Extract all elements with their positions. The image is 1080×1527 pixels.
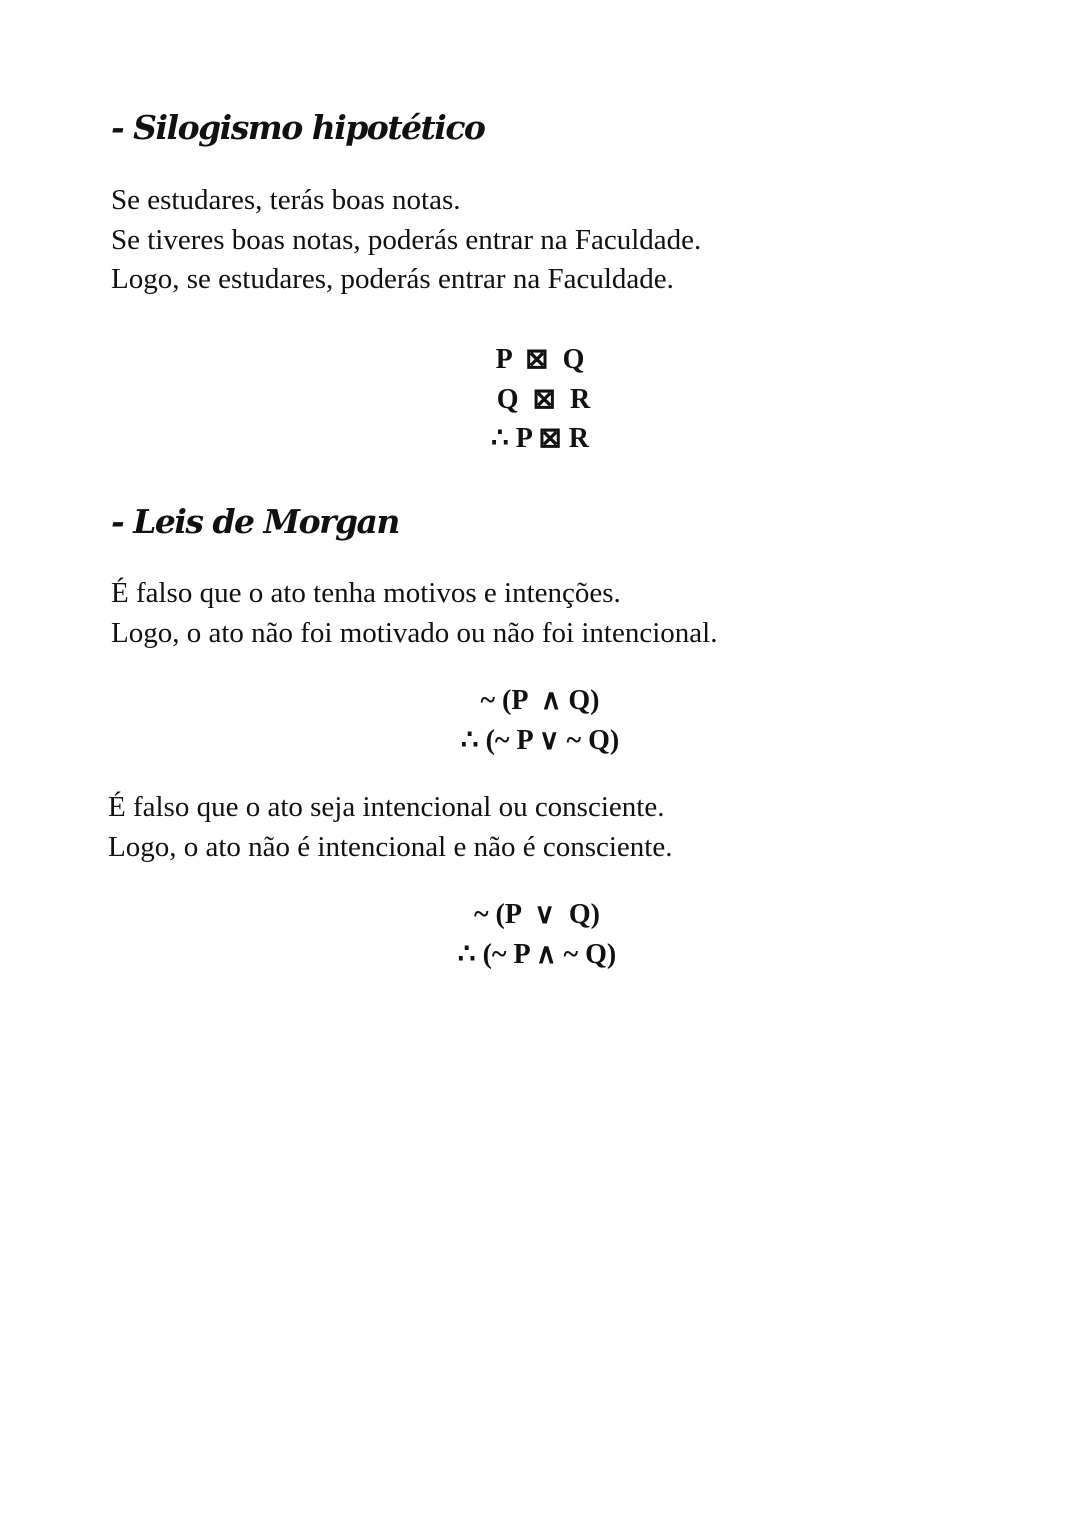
heading-leis-de-morgan: - Leis de Morgan <box>111 502 399 541</box>
text-line: Logo, se estudares, poderás entrar na Faculdade. <box>111 263 674 295</box>
formula-line: ~ (P ∨ Q) <box>473 899 601 930</box>
formula-line: P ⊠ Q <box>495 344 585 375</box>
formula-line: Q ⊠ R <box>489 383 591 415</box>
paragraph-morgan-2 <box>108 788 672 867</box>
text-line: Se tiveres boas notas, poderás entrar na Faculdade. <box>111 223 702 256</box>
formula-line: ∴ P ⊠ R <box>490 423 590 454</box>
text-line: É falso que o ato tenha motivos e intenções. <box>111 577 621 609</box>
formula-silogismo <box>0 340 1080 459</box>
text-line: É falso que o ato seja intencional ou consciente. <box>108 791 665 823</box>
paragraph-morgan-1 <box>111 574 717 653</box>
text-line: Se estudares, terás boas notas. <box>111 184 461 216</box>
text-line: Logo, o ato não é intencional e não é consciente. <box>108 830 673 863</box>
formula-line: ∴ (~ P ∨ ~ Q) <box>460 724 620 756</box>
paragraph-silogismo <box>111 181 701 300</box>
formula-line: ∴ (~ P ∧ ~ Q) <box>457 938 617 970</box>
formula-morgan-2 <box>0 895 1077 974</box>
text-line: Logo, o ato não foi motivado ou não foi intencional. <box>111 616 718 649</box>
formula-line: ~ (P ∧ Q) <box>480 685 600 716</box>
formula-morgan-1 <box>0 681 1080 760</box>
heading-silogismo-hipotetico: - Silogismo hipotético <box>111 108 485 147</box>
